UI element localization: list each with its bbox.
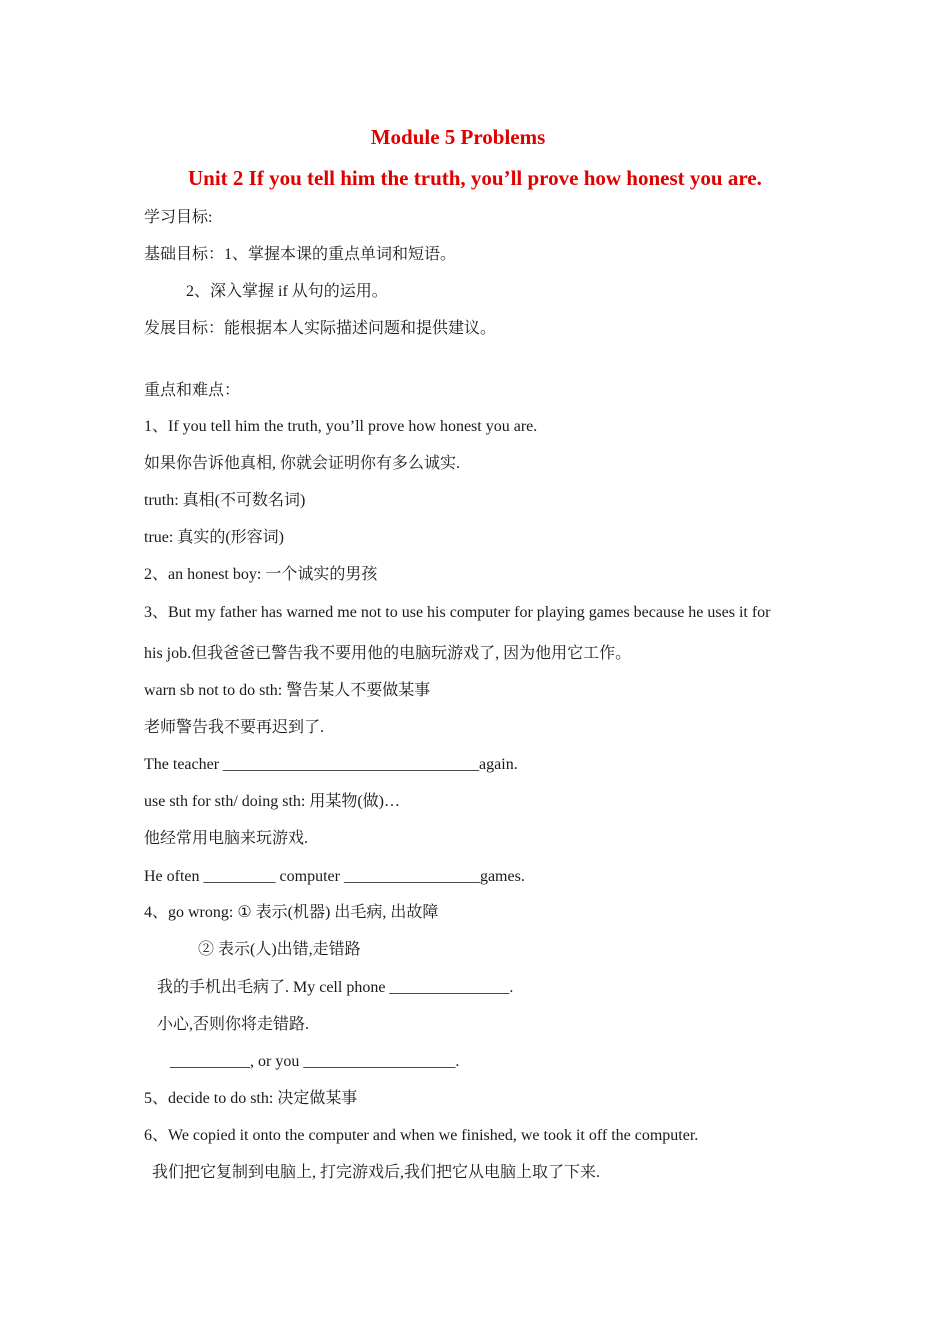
module-title: Module 5 Problems [370,125,546,149]
text-line: 我的手机出毛病了. My cell phone _______________. [157,979,514,996]
text-line: 我们把它复制到电脑上, 打完游戏后,我们把它从电脑上取了下来. [152,1164,601,1181]
text-line: He often _________ computer _________________games. [144,868,525,885]
text-line: warn sb not to do sth: 警告某人不要做某事 [144,682,431,699]
text-line: ② 表示(人)出错,走错路 [198,941,361,958]
text-line: 重点和难点： [144,382,241,399]
text-line: __________, or you ___________________. [170,1053,460,1070]
text-line: 4、go wrong: ① 表示(机器) 出毛病, 出故障 [144,904,439,921]
text-line: use sth for sth/ doing sth: 用某物(做)… [144,793,400,810]
text-line: 6、We copied it onto the computer and when we finished, we took it off the computer. [144,1127,699,1144]
text-line: 1、If you tell him the truth, you’ll prove how honest you are. [144,418,538,435]
text-line: 3、But my father has warned me not to use his computer for playing games because he uses it for [144,604,771,621]
text-line: 基础目标：1、掌握本课的重点单词和短语。 [144,246,457,263]
unit-title: Unit 2 If you tell him the truth, you’ll prove how honest you are. [188,166,762,190]
text-line: 学习目标: [144,209,213,226]
text-line: 老师警告我不要再迟到了. [144,719,325,736]
text-line: 2、深入掌握 if 从句的运用。 [186,283,388,300]
text-line: his job.但我爸爸已警告我不要用他的电脑玩游戏了, 因为他用它工作。 [144,645,632,662]
text-line: 如果你告诉他真相, 你就会证明你有多么诚实. [144,455,461,472]
text-line: truth: 真相(不可数名词) [144,492,306,509]
text-line: 5、decide to do sth: 决定做某事 [144,1090,358,1107]
text-line: 小心,否则你将走错路. [157,1016,310,1033]
text-line: 发展目标：能根据本人实际描述问题和提供建议。 [144,320,497,337]
text-line: The teacher ________________________________again. [144,756,518,773]
text-line: 他经常用电脑来玩游戏. [144,830,309,847]
text-line: true: 真实的(形容词) [144,529,284,546]
text-line: 2、an honest boy: 一个诚实的男孩 [144,566,378,583]
